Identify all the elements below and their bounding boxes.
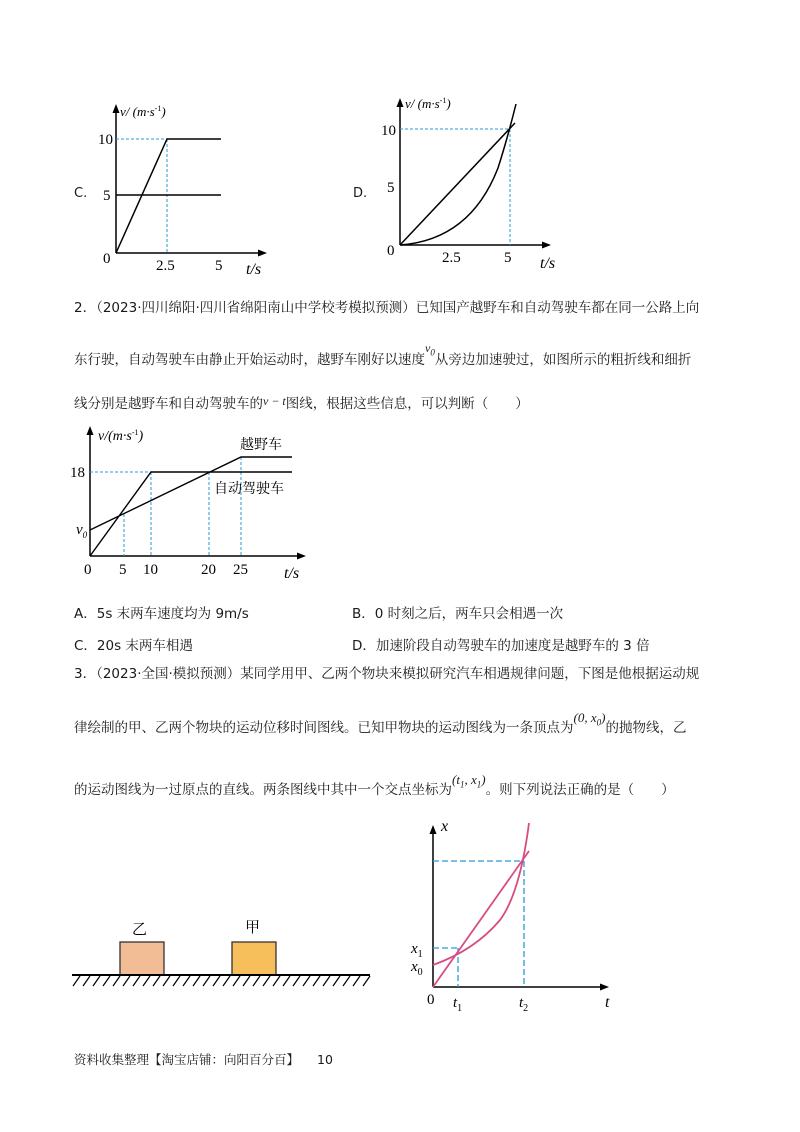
q3-line3: 的运动图线为一过原点的直线。两条图线中其中一个交点坐标为($t_1$, $x_1$)。则下列说法正确的是（ ） xyxy=(74,772,675,798)
q2-line2: 东行驶，自动驾驶车由静止开始运动时，越野车刚好以速度$v_0$从旁边加速驶过，如图所示的粗折线和细折 xyxy=(74,341,692,368)
ground-hatch xyxy=(73,976,370,986)
q3-line2: 律绘制的甲、乙两个物块的运动位移时间图线。已知甲物块的运动图线为一条顶点为(0, $x_0$)的抛物线，乙 xyxy=(74,710,687,736)
graph-c-xtick-5: 5 xyxy=(215,258,223,274)
graph-d-x-arrow xyxy=(542,242,551,249)
q2-x-arrow xyxy=(297,553,306,560)
graph-d-xtick-2.5: 2.5 xyxy=(442,250,461,266)
q2-xtick-20: 20 xyxy=(201,562,216,578)
page-number: 10 xyxy=(317,1052,333,1067)
option-c-label: C. xyxy=(74,186,88,201)
q2-v0-symbol: $v_0$ xyxy=(425,341,435,358)
q2-ylabel: $v/(m\cdot s^{-1})$ xyxy=(98,428,144,444)
q2-label-offroad: 越野车 xyxy=(240,437,282,453)
footer xyxy=(74,1050,333,1068)
q3-xt-graph xyxy=(405,815,620,1015)
graph-d-xlabel: t/s xyxy=(540,255,556,272)
graph-c-xlabel: t/s xyxy=(246,261,262,278)
option-d-label: D. xyxy=(353,186,368,201)
graph-d xyxy=(380,90,570,275)
q2-line1: 2．（2023·四川绵阳·四川省绵阳南山中学校考模拟预测）已知国产越野车和自动驾驶车都在同一公路上向 xyxy=(74,300,700,316)
footer-text: 资料收集整理【淘宝店铺：向阳百分百】 xyxy=(74,1052,300,1067)
graph-c-ylabel: v/ $(m\cdot s^{-1})$ xyxy=(120,104,166,119)
graph-c-line-accel xyxy=(116,139,221,253)
graph-d-y-arrow xyxy=(397,98,404,107)
graph-d-xtick-5: 5 xyxy=(504,250,512,266)
q3-line1: 3．（2023·全国·模拟预测）某同学用甲、乙两个物块来模拟研究汽车相遇规律问题，下图是他根据运动规 xyxy=(74,666,700,682)
q3-t1-label: $t_1$ xyxy=(453,995,463,1014)
q2-v0-label: $v_0$ xyxy=(76,522,88,540)
q2-option-c: C．20s 末两车相遇 xyxy=(74,638,193,654)
q2-option-a: A．5s 末两车速度均为 9m/s xyxy=(74,606,249,622)
q3-x-arrow xyxy=(600,984,609,991)
graph-c xyxy=(96,98,286,278)
q2-xtick-5: 5 xyxy=(119,562,127,578)
graph-c-origin: 0 xyxy=(103,251,111,267)
block-jia-label: 甲 xyxy=(245,918,261,936)
q3-y-arrow xyxy=(430,825,437,834)
graph-d-ytick-10: 10 xyxy=(381,123,396,139)
q3-vertex: (0, $x_0$) xyxy=(573,710,606,728)
q2-xtick-25: 25 xyxy=(233,562,248,578)
q2-xlabel: t/s xyxy=(284,565,300,582)
graph-c-ytick-10: 10 xyxy=(98,132,113,148)
block-yi-label: 乙 xyxy=(132,920,148,938)
graph-c-ytick-5: 5 xyxy=(103,188,111,204)
graph-d-ylabel: v/ $(m\cdot s^{-1})$ xyxy=(405,96,451,111)
q3-x0-label: $x_0$ xyxy=(411,959,423,978)
q2-label-auto: 自动驾驶车 xyxy=(214,481,284,497)
q2-xtick-10: 10 xyxy=(143,562,158,578)
graph-c-x-arrow xyxy=(258,250,267,257)
q2-origin: 0 xyxy=(84,562,92,578)
graph-d-origin: 0 xyxy=(387,243,395,259)
q2-ytick-18: 18 xyxy=(70,465,85,481)
q2-vt-symbol: v − t xyxy=(263,394,286,408)
graph-c-y-arrow xyxy=(113,104,120,113)
q3-blocks-diagram xyxy=(70,910,375,990)
q3-x1-label: $x_1$ xyxy=(411,941,423,960)
q3-line-yi xyxy=(433,851,529,987)
q2-graph xyxy=(70,422,330,587)
q3-t2-label: $t_2$ xyxy=(519,995,529,1014)
q3-parabola-jia xyxy=(433,823,529,965)
block-yi xyxy=(120,942,164,975)
q3-xlabel: t xyxy=(605,994,610,1011)
graph-d-line-straight xyxy=(400,123,515,245)
graph-d-ytick-5: 5 xyxy=(387,180,395,196)
q2-option-b: B．0 时刻之后，两车只会相遇一次 xyxy=(352,606,564,622)
q3-point: ($t_1$, $x_1$) xyxy=(452,772,486,790)
q2-line3: 线分别是越野车和自动驾驶车的v − t图线，根据这些信息，可以判断（ ） xyxy=(74,394,529,412)
q3-ylabel: x xyxy=(441,818,449,835)
graph-d-line-curve xyxy=(400,104,516,245)
block-jia xyxy=(232,942,276,975)
graph-c-xtick-2.5: 2.5 xyxy=(156,258,175,274)
q3-origin: 0 xyxy=(427,992,435,1008)
q2-y-arrow xyxy=(87,426,94,435)
q2-option-d: D．加速阶段自动驾驶车的加速度是越野车的 3 倍 xyxy=(352,638,650,654)
